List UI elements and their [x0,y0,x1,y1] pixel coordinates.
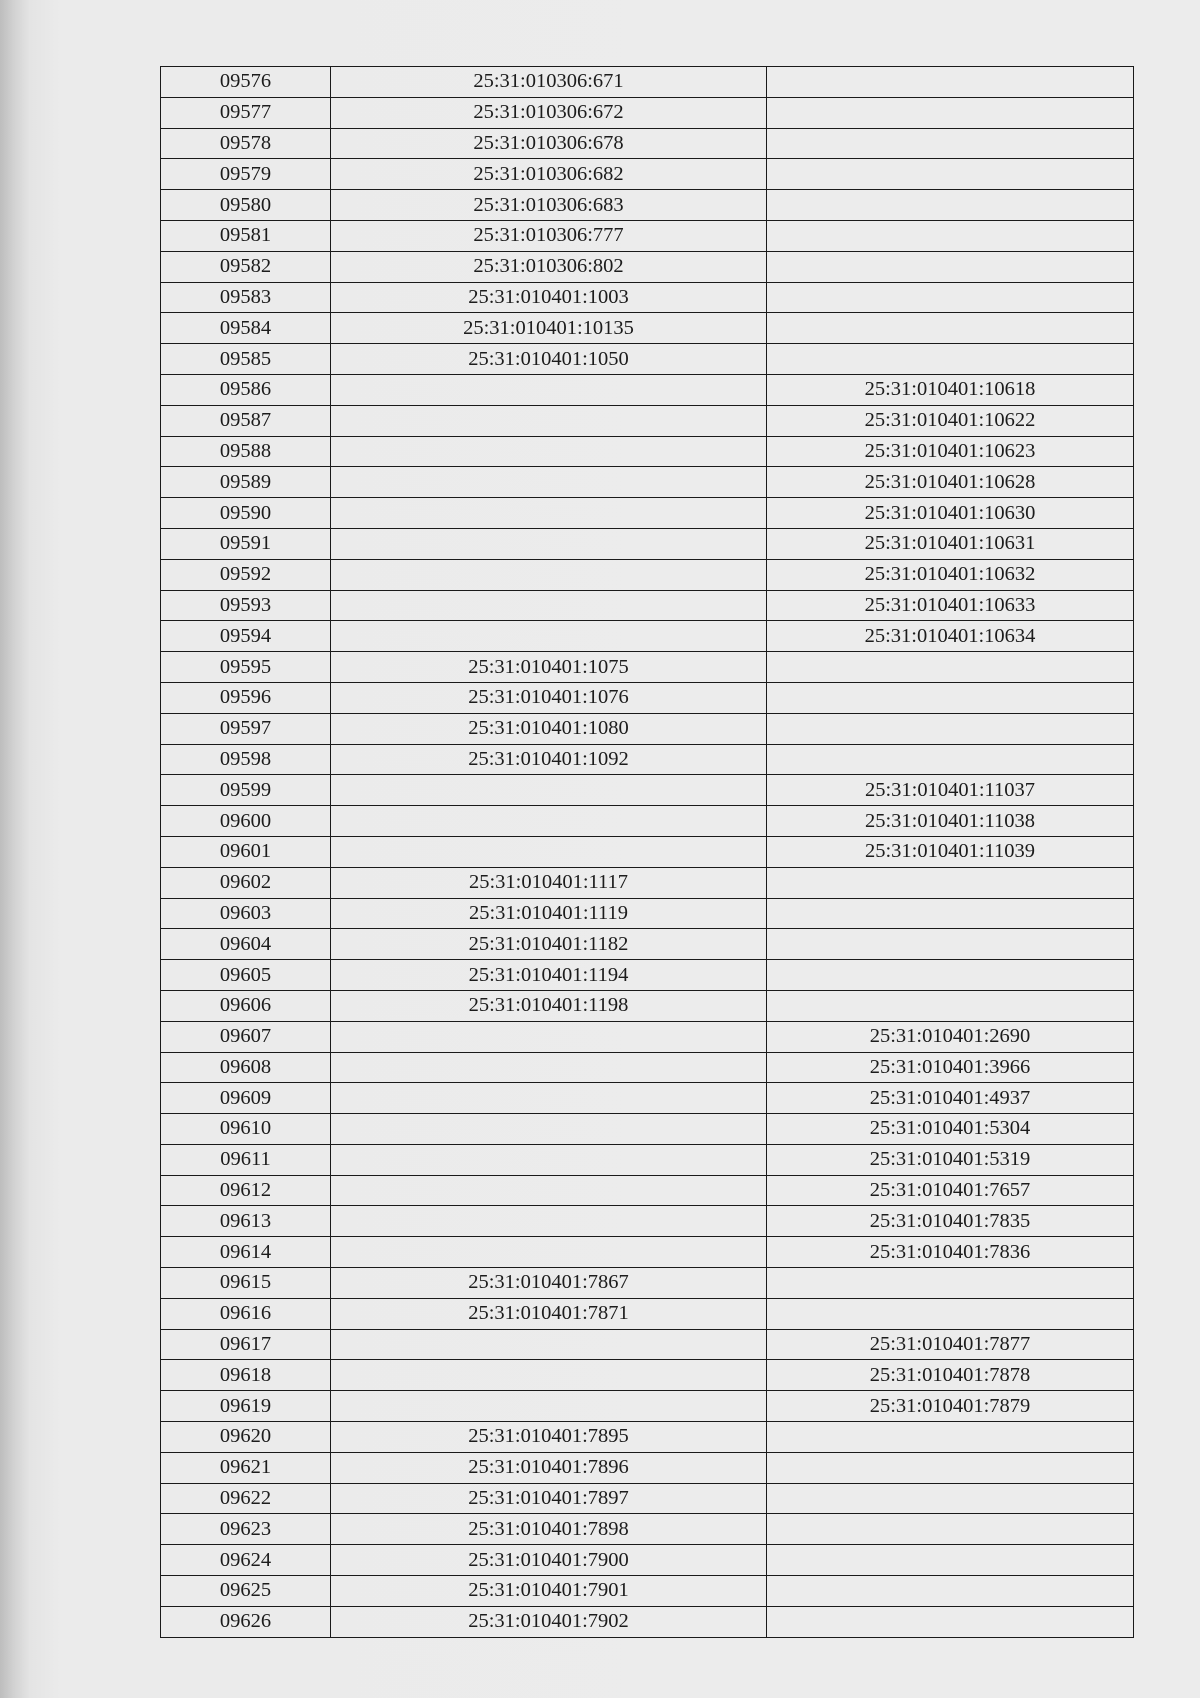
cadastral-number-cell: 25:31:010401:7900 [331,1545,767,1576]
cadastral-number-alt-cell [767,313,1134,344]
table-row [161,806,1134,837]
cadastral-number-alt-cell [767,652,1134,683]
row-number-cell: 09581 [161,220,331,251]
row-number-cell: 09614 [161,1237,331,1268]
table-row [161,67,1134,98]
cadastral-number-alt-cell [767,1298,1134,1329]
cadastral-number-alt-cell [767,867,1134,898]
cadastral-number-alt-cell: 25:31:010401:10618 [767,374,1134,405]
cadastral-number-cell: 25:31:010401:7895 [331,1422,767,1453]
cadastral-number-cell [331,1360,767,1391]
table-row [161,313,1134,344]
table-row [161,374,1134,405]
table-row [161,990,1134,1021]
cadastral-number-cell [331,467,767,498]
cadastral-number-alt-cell: 25:31:010401:11038 [767,806,1134,837]
cadastral-number-alt-cell: 25:31:010401:10633 [767,590,1134,621]
cadastral-number-cell [331,590,767,621]
cadastral-number-cell: 25:31:010401:7897 [331,1483,767,1514]
cadastral-number-alt-cell: 25:31:010401:7878 [767,1360,1134,1391]
row-number-cell: 09626 [161,1606,331,1637]
row-number-cell: 09584 [161,313,331,344]
cadastral-number-alt-cell: 25:31:010401:7657 [767,1175,1134,1206]
cadastral-number-cell: 25:31:010306:682 [331,159,767,190]
cadastral-number-cell: 25:31:010401:1182 [331,929,767,960]
row-number-cell: 09593 [161,590,331,621]
table-row [161,1083,1134,1114]
cadastral-number-cell: 25:31:010401:7901 [331,1576,767,1607]
cadastral-number-alt-cell [767,898,1134,929]
cadastral-number-alt-cell [767,344,1134,375]
cadastral-number-alt-cell [767,1514,1134,1545]
row-number-cell: 09580 [161,190,331,221]
cadastral-number-cell [331,498,767,529]
table-row [161,1452,1134,1483]
table-row [161,282,1134,313]
cadastral-number-alt-cell [767,67,1134,98]
cadastral-number-alt-cell [767,990,1134,1021]
cadastral-number-alt-cell: 25:31:010401:4937 [767,1083,1134,1114]
cadastral-number-cell [331,1237,767,1268]
row-number-cell: 09615 [161,1268,331,1299]
row-number-cell: 09624 [161,1545,331,1576]
cadastral-number-cell: 25:31:010401:7898 [331,1514,767,1545]
cadastral-number-alt-cell: 25:31:010401:10632 [767,559,1134,590]
row-number-cell: 09578 [161,128,331,159]
cadastral-number-cell [331,405,767,436]
row-number-cell: 09590 [161,498,331,529]
cadastral-number-alt-cell [767,713,1134,744]
table-row [161,898,1134,929]
table-row [161,867,1134,898]
cadastral-number-cell: 25:31:010401:1076 [331,682,767,713]
cadastral-number-cell [331,1144,767,1175]
cadastral-number-alt-cell: 25:31:010401:10622 [767,405,1134,436]
table-row [161,1237,1134,1268]
table-row [161,1514,1134,1545]
table-row [161,1391,1134,1422]
table-row [161,467,1134,498]
row-number-cell: 09618 [161,1360,331,1391]
cadastral-number-cell: 25:31:010401:7871 [331,1298,767,1329]
cadastral-number-cell [331,836,767,867]
table-row [161,1021,1134,1052]
cadastral-number-alt-cell: 25:31:010401:10630 [767,498,1134,529]
cadastral-number-cell [331,374,767,405]
cadastral-number-alt-cell: 25:31:010401:3966 [767,1052,1134,1083]
cadastral-number-table [160,66,1134,1638]
cadastral-number-alt-cell: 25:31:010401:10628 [767,467,1134,498]
cadastral-number-alt-cell: 25:31:010401:7835 [767,1206,1134,1237]
row-number-cell: 09595 [161,652,331,683]
table-row [161,1206,1134,1237]
table-row [161,960,1134,991]
cadastral-number-alt-cell: 25:31:010401:5319 [767,1144,1134,1175]
row-number-cell: 09616 [161,1298,331,1329]
cadastral-number-cell: 25:31:010306:671 [331,67,767,98]
cadastral-number-alt-cell: 25:31:010401:7879 [767,1391,1134,1422]
row-number-cell: 09597 [161,713,331,744]
cadastral-number-alt-cell [767,1545,1134,1576]
table-row [161,1422,1134,1453]
row-number-cell: 09601 [161,836,331,867]
table-row [161,1298,1134,1329]
cadastral-number-cell: 25:31:010401:1075 [331,652,767,683]
row-number-cell: 09604 [161,929,331,960]
table-row [161,929,1134,960]
table-row [161,713,1134,744]
cadastral-number-alt-cell: 25:31:010401:2690 [767,1021,1134,1052]
cadastral-number-cell [331,436,767,467]
cadastral-number-cell: 25:31:010401:1198 [331,990,767,1021]
row-number-cell: 09576 [161,67,331,98]
cadastral-number-alt-cell [767,1422,1134,1453]
table-row [161,251,1134,282]
cadastral-number-cell: 25:31:010401:10135 [331,313,767,344]
row-number-cell: 09605 [161,960,331,991]
row-number-cell: 09587 [161,405,331,436]
cadastral-number-alt-cell: 25:31:010401:11037 [767,775,1134,806]
cadastral-number-cell: 25:31:010306:672 [331,97,767,128]
row-number-cell: 09617 [161,1329,331,1360]
cadastral-number-alt-cell [767,929,1134,960]
row-number-cell: 09582 [161,251,331,282]
table-row [161,436,1134,467]
cadastral-number-alt-cell: 25:31:010401:10634 [767,621,1134,652]
cadastral-number-cell: 25:31:010306:678 [331,128,767,159]
cadastral-number-cell [331,559,767,590]
table-row [161,836,1134,867]
table-row [161,190,1134,221]
table-row [161,744,1134,775]
table-row [161,528,1134,559]
cadastral-number-alt-cell: 25:31:010401:7836 [767,1237,1134,1268]
table-row [161,1360,1134,1391]
row-number-cell: 09596 [161,682,331,713]
cadastral-number-cell: 25:31:010401:1092 [331,744,767,775]
row-number-cell: 09625 [161,1576,331,1607]
cadastral-number-alt-cell [767,1452,1134,1483]
cadastral-number-cell: 25:31:010401:1003 [331,282,767,313]
table-row [161,621,1134,652]
cadastral-number-cell: 25:31:010401:7902 [331,1606,767,1637]
cadastral-number-cell [331,1175,767,1206]
table-row [161,652,1134,683]
table-row [161,159,1134,190]
cadastral-number-alt-cell [767,1576,1134,1607]
cadastral-number-cell [331,1083,767,1114]
table-row [161,344,1134,375]
cadastral-number-alt-cell [767,744,1134,775]
cadastral-number-cell: 25:31:010401:1080 [331,713,767,744]
table-row [161,1175,1134,1206]
cadastral-number-cell [331,1021,767,1052]
table-row [161,1545,1134,1576]
cadastral-number-cell [331,775,767,806]
row-number-cell: 09612 [161,1175,331,1206]
row-number-cell: 09608 [161,1052,331,1083]
table-row [161,1483,1134,1514]
row-number-cell: 09589 [161,467,331,498]
cadastral-number-cell: 25:31:010401:1050 [331,344,767,375]
table-row [161,1268,1134,1299]
cadastral-number-cell: 25:31:010306:802 [331,251,767,282]
table-row [161,128,1134,159]
row-number-cell: 09579 [161,159,331,190]
cadastral-number-alt-cell [767,220,1134,251]
cadastral-number-cell: 25:31:010401:1119 [331,898,767,929]
cadastral-number-cell [331,1052,767,1083]
row-number-cell: 09599 [161,775,331,806]
cadastral-number-cell [331,806,767,837]
row-number-cell: 09619 [161,1391,331,1422]
cadastral-number-cell: 25:31:010306:683 [331,190,767,221]
cadastral-number-alt-cell [767,159,1134,190]
row-number-cell: 09602 [161,867,331,898]
row-number-cell: 09623 [161,1514,331,1545]
row-number-cell: 09598 [161,744,331,775]
row-number-cell: 09583 [161,282,331,313]
cadastral-number-alt-cell [767,128,1134,159]
cadastral-number-alt-cell: 25:31:010401:5304 [767,1114,1134,1145]
cadastral-number-alt-cell [767,682,1134,713]
table-row [161,498,1134,529]
cadastral-number-alt-cell: 25:31:010401:10631 [767,528,1134,559]
cadastral-number-cell: 25:31:010401:7867 [331,1268,767,1299]
row-number-cell: 09600 [161,806,331,837]
table-row [161,1576,1134,1607]
cadastral-number-alt-cell: 25:31:010401:10623 [767,436,1134,467]
cadastral-number-cell [331,1329,767,1360]
cadastral-number-cell: 25:31:010401:7896 [331,1452,767,1483]
row-number-cell: 09613 [161,1206,331,1237]
cadastral-number-cell [331,1114,767,1145]
row-number-cell: 09606 [161,990,331,1021]
cadastral-number-alt-cell [767,97,1134,128]
table-row [161,682,1134,713]
cadastral-number-alt-cell [767,1606,1134,1637]
row-number-cell: 09611 [161,1144,331,1175]
cadastral-number-cell: 25:31:010401:1117 [331,867,767,898]
table-row [161,590,1134,621]
cadastral-number-alt-cell [767,960,1134,991]
table-row [161,1052,1134,1083]
table-row [161,1144,1134,1175]
row-number-cell: 09591 [161,528,331,559]
table-row [161,1329,1134,1360]
cadastral-number-cell: 25:31:010306:777 [331,220,767,251]
row-number-cell: 09585 [161,344,331,375]
table-row [161,775,1134,806]
cadastral-number-cell [331,621,767,652]
cadastral-number-alt-cell [767,190,1134,221]
table-row [161,405,1134,436]
row-number-cell: 09594 [161,621,331,652]
row-number-cell: 09586 [161,374,331,405]
table-row [161,1114,1134,1145]
row-number-cell: 09588 [161,436,331,467]
cadastral-number-alt-cell [767,251,1134,282]
row-number-cell: 09610 [161,1114,331,1145]
cadastral-number-cell [331,528,767,559]
cadastral-number-alt-cell [767,282,1134,313]
row-number-cell: 09607 [161,1021,331,1052]
row-number-cell: 09609 [161,1083,331,1114]
cadastral-number-cell: 25:31:010401:1194 [331,960,767,991]
cadastral-number-alt-cell: 25:31:010401:7877 [767,1329,1134,1360]
row-number-cell: 09621 [161,1452,331,1483]
cadastral-number-cell [331,1391,767,1422]
row-number-cell: 09577 [161,97,331,128]
cadastral-number-alt-cell [767,1268,1134,1299]
table-body [161,67,1134,1638]
table-row [161,220,1134,251]
table-row [161,559,1134,590]
row-number-cell: 09592 [161,559,331,590]
cadastral-number-alt-cell [767,1483,1134,1514]
row-number-cell: 09620 [161,1422,331,1453]
cadastral-number-alt-cell: 25:31:010401:11039 [767,836,1134,867]
table-row [161,97,1134,128]
table-row [161,1606,1134,1637]
cadastral-number-cell [331,1206,767,1237]
row-number-cell: 09622 [161,1483,331,1514]
row-number-cell: 09603 [161,898,331,929]
